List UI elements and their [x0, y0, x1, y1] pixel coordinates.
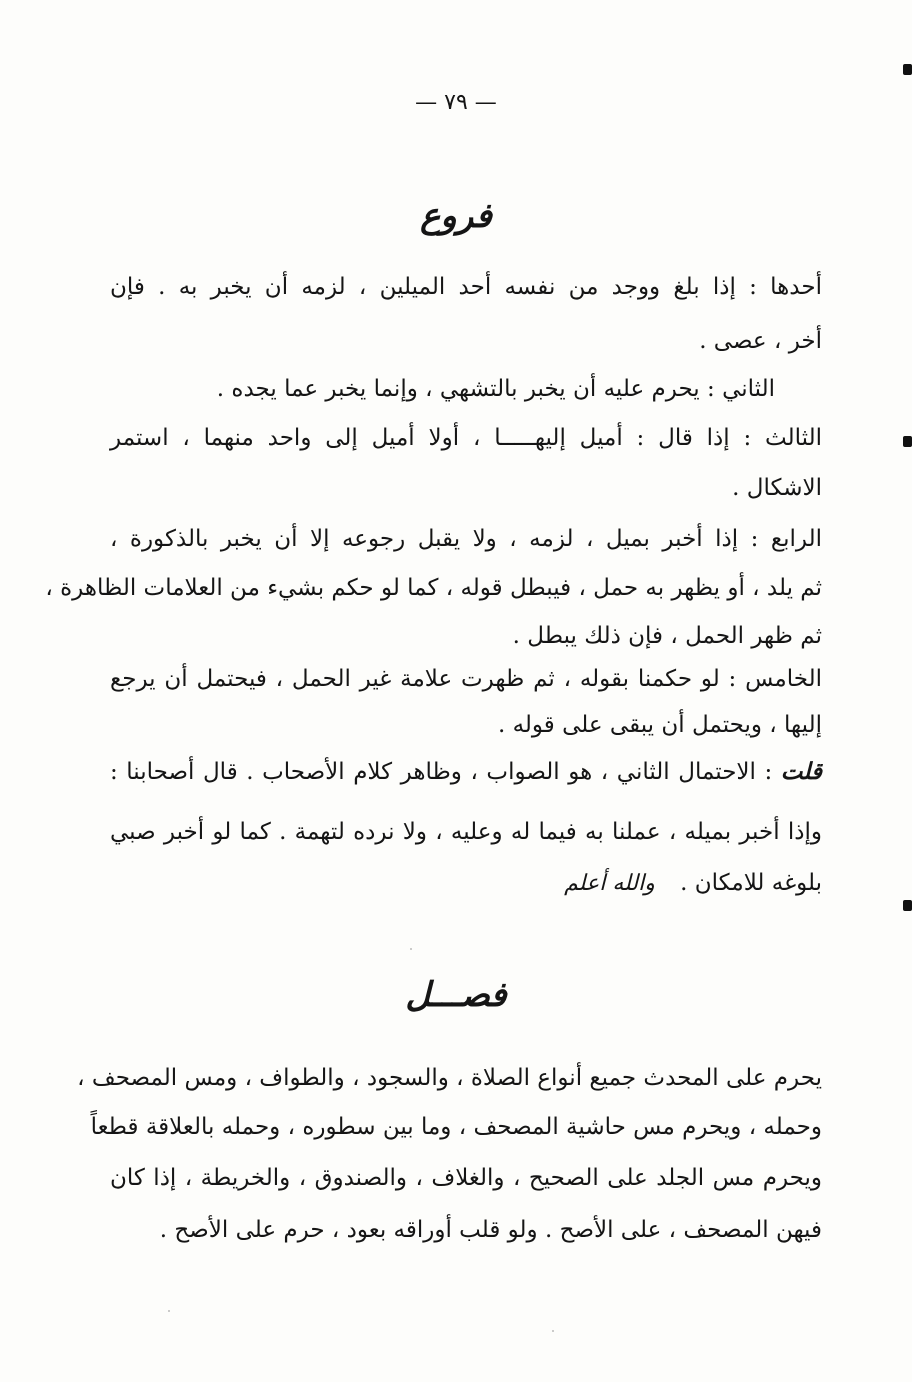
scan-edge-mark [903, 436, 912, 447]
paragraph-line: يحرم على المحدث جميع أنواع الصلاة ، والسجود ، والطواف ، ومس المصحف ، [77, 1065, 822, 1091]
scan-speck [168, 1310, 170, 1312]
paragraph-line: وحمله ، ويحرم مس حاشية المصحف ، وما بين سطوره ، وحمله بالعلاقة قطعاً [90, 1114, 822, 1140]
section-heading-furu: فروع [420, 196, 492, 236]
qultu-text: : الاحتمال الثاني ، هو الصواب ، وظاهر كلام الأصحاب . قال أصحابنا : [110, 759, 773, 785]
paragraph-line: إليها ، ويحتمل أن يبقى على قوله . [497, 712, 822, 738]
paragraph-line-last [564, 868, 822, 899]
paragraph-line: أحدها : إذا بلغ ووجد من نفسه أحد الميلين ، لزمه أن يخبر به . فإن [110, 274, 822, 300]
paragraph-line: الرابع : إذا أخبر بميل ، لزمه ، ولا يقبل رجوعه إلا أن يخبر بالذكورة ، [110, 526, 822, 552]
paragraph-line: ثم يلد ، أو يظهر به حمل ، فيبطل قوله ، كما لو حكم بشيء من العلامات الظاهرة ، [45, 575, 822, 601]
paragraph-line: الثالث : إذا قال : أميل إليهـــــا ، أولا أميل إلى واحد منهما ، استمر [110, 425, 822, 451]
page-number: — ٧٩ — [415, 90, 497, 115]
scan-edge-mark [903, 64, 912, 75]
paragraph-line: أخر ، عصى . [699, 328, 822, 354]
paragraph-line: ويحرم مس الجلد على الصحيح ، والغلاف ، والصندوق ، والخريطة ، إذا كان [110, 1165, 822, 1191]
closing-formula: والله أعلم [564, 871, 655, 896]
section-heading-fasl: فصـــل [405, 975, 507, 1015]
paragraph-line: ثم ظهر الحمل ، فإن ذلك يبطل . [512, 623, 822, 649]
paragraph-line: فيهن المصحف ، على الأصح . ولو قلب أوراقه بعود ، حرم على الأصح . [159, 1217, 822, 1243]
paragraph-line-qultu [110, 757, 822, 787]
qultu-label: قلت [780, 758, 822, 785]
scan-speck [410, 948, 412, 950]
paragraph-line: الثاني : يحرم عليه أن يخبر بالتشهي ، وإنما يخبر عما يجده . [216, 376, 775, 402]
scan-edge-mark [903, 900, 912, 911]
scan-speck [552, 1330, 554, 1332]
paragraph-line: وإذا أخبر بميله ، عملنا به فيما له وعليه ، ولا نرده لتهمة . كما لو أخبر صبي [110, 819, 822, 845]
paragraph-line: الاشكال . [732, 475, 822, 501]
paragraph-line: الخامس : لو حكمنا بقوله ، ثم ظهرت علامة غير الحمل ، فيحتمل أن يرجع [110, 666, 822, 692]
paragraph-text: بلوغه للامكان . [680, 870, 822, 896]
